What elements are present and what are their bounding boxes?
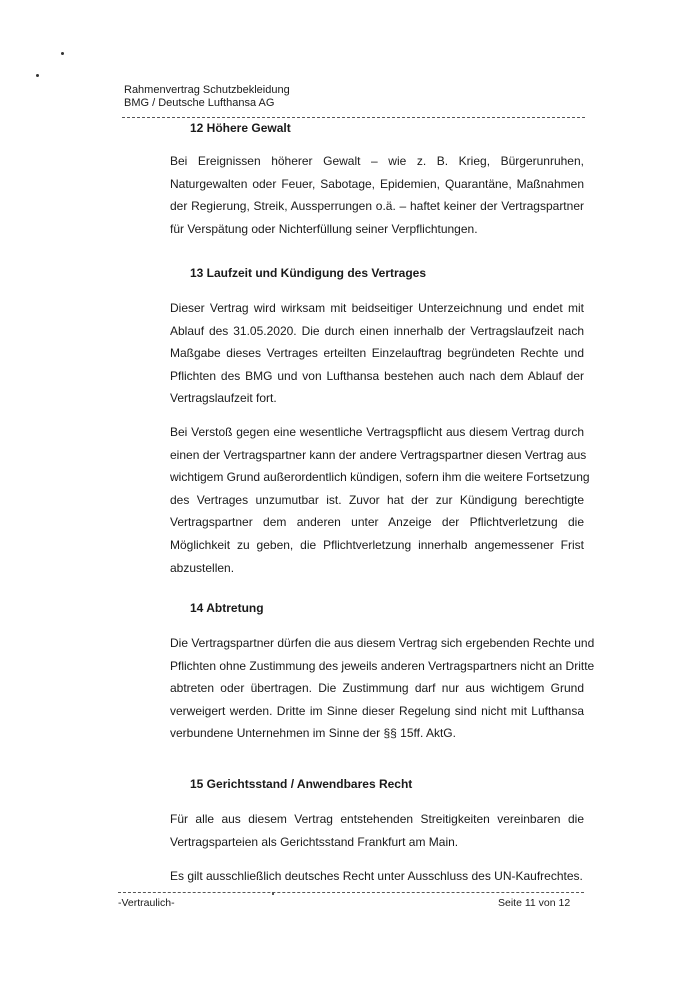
running-header	[124, 84, 290, 110]
text-line: des Vertrages unzumutbar ist. Zuvor hat der zur Kündigung berechtigte	[170, 492, 584, 507]
text-line: Es gilt ausschließlich deutsches Recht unter Ausschluss des UN-Kaufrechtes.	[170, 869, 583, 883]
paragraph-15-2	[170, 865, 584, 888]
section-title-13: 13 Laufzeit und Kündigung des Vertrages	[190, 266, 427, 280]
text-line: Für alle aus diesem Vertrag entstehenden Streitigkeiten vereinbaren die	[170, 812, 584, 826]
scan-mark	[272, 892, 274, 895]
paragraph-12-1	[170, 150, 584, 240]
text-line: Vertragslaufzeit fort.	[170, 391, 277, 406]
text-line: abzustellen.	[170, 560, 235, 575]
section-title-14: 14 Abtretung	[190, 601, 264, 615]
text-line: Möglichkeit zu geben, die Pflichtverletzung innerhalb angemessener Frist	[170, 537, 584, 552]
paragraph-14-1	[170, 632, 595, 745]
header-parties: BMG / Deutsche Lufthansa AG	[124, 97, 275, 109]
text-line: Vertragsparteien als Gerichtsstand Frankfurt am Main.	[170, 834, 459, 849]
paragraph-15-1	[170, 808, 584, 853]
paragraph-13-1	[170, 297, 584, 410]
text-line: abtreten oder übertragen. Die Zustimmung darf nur aus wichtigem Grund	[170, 681, 584, 696]
text-line: Bei Verstoß gegen eine wesentliche Vertragspflicht aus diesem Vertrag durch	[170, 425, 584, 439]
text-line: Vertragspartner dem anderen unter Anzeige der Pflichtverletzung die	[170, 515, 584, 530]
confidentiality-label: -Vertraulich-	[118, 897, 175, 909]
text-line: einen der Vertragspartner kann der andere Vertragspartner diesen Vertrag aus	[170, 447, 587, 462]
text-line: Ablauf des 31.05.2020. Die durch einen innerhalb der Vertragslaufzeit nach	[170, 323, 584, 338]
header-rule	[122, 117, 585, 118]
page-number: Seite 11 von 12	[498, 897, 571, 909]
text-line: Dieser Vertrag wird wirksam mit beidseitiger Unterzeichnung und endet mit	[170, 301, 584, 315]
text-line: Naturgewalten oder Feuer, Sabotage, Epidemien, Quarantäne, Maßnahmen	[170, 176, 584, 191]
text-line: für Verspätung oder Nichterfüllung seiner Verpflichtungen.	[170, 221, 478, 236]
scan-speck	[36, 74, 39, 77]
text-line: der Regierung, Streik, Aussperrungen o.ä. – haftet keiner der Vertragspartner	[170, 199, 584, 214]
scan-speck	[61, 52, 64, 55]
header-title: Rahmenvertrag Schutzbekleidung	[124, 84, 290, 96]
text-line: verweigert werden. Dritte im Sinne dieser Regelung sind nicht mit Lufthansa	[170, 703, 584, 718]
paragraph-13-2	[170, 421, 590, 579]
text-line: Maßgabe dieses Vertrages erteilten Einzelauftrag begründeten Rechte und	[170, 346, 584, 361]
section-title-15: 15 Gerichtsstand / Anwendbares Recht	[190, 777, 413, 791]
text-line: Pflichten des BMG und von Lufthansa bestehen auch nach dem Ablauf der	[170, 368, 584, 383]
section-title-12: 12 Höhere Gewalt	[190, 121, 291, 135]
text-line: Die Vertragspartner dürfen die aus diesem Vertrag sich ergebenden Rechte und	[170, 636, 595, 650]
footer-rule	[118, 892, 584, 893]
text-line: Bei Ereignissen höherer Gewalt – wie z. B. Krieg, Bürgerunruhen,	[170, 154, 584, 168]
text-line: wichtigem Grund außerordentlich kündigen, sofern ihm die weitere Fortsetzung	[170, 470, 590, 485]
text-line: verbundene Unternehmen im Sinne der §§ 15ff. AktG.	[170, 726, 456, 741]
text-line: Pflichten ohne Zustimmung des jeweils anderen Vertragspartners nicht an Dritte	[170, 658, 595, 673]
